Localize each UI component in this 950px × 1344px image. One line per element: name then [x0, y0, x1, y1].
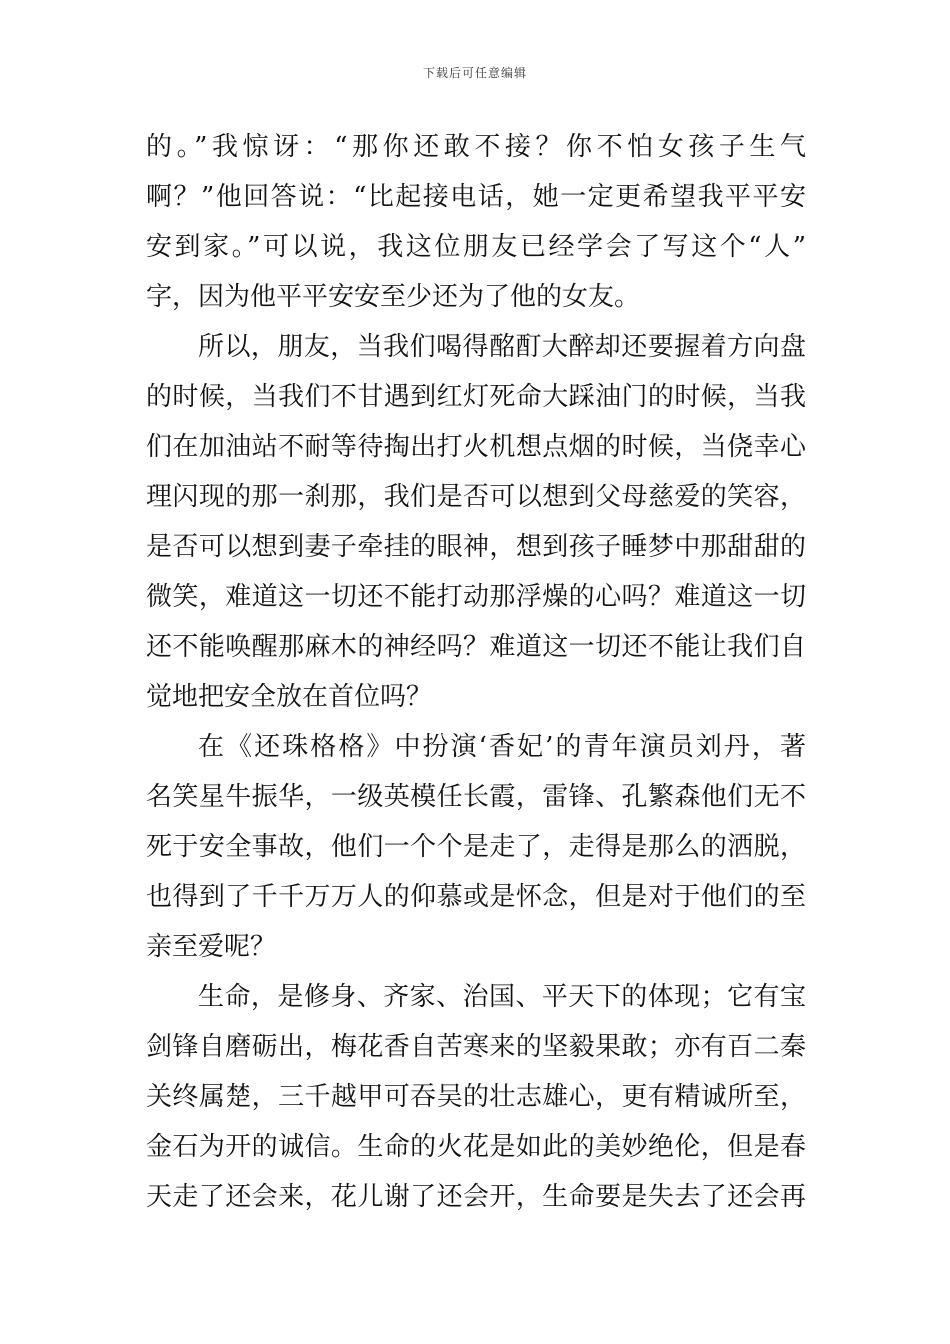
text-line: 也得到了千千万万人的仰慕或是怀念，但是对于他们的至 — [146, 882, 806, 912]
text-line: 们在加油站不耐等待掏出打火机想点烟的时候，当侥幸心 — [146, 432, 806, 462]
text-line: 天走了还会来，花儿谢了还会开，生命要是失去了还会再 — [146, 1182, 806, 1212]
text-line: 的时候，当我们不甘遇到红灯死命大踩油门的时候，当我 — [146, 382, 806, 412]
page-header: 下载后可任意编辑 — [422, 66, 527, 80]
text-line: 啊？”他回答说：“比起接电话，她一定更希望我平平安 — [146, 182, 806, 212]
text-line: 名笑星牛振华，一级英模任长霞，雷锋、孔繁森他们无不 — [146, 782, 806, 812]
text-line: 在《还珠格格》中扮演‘香妃’的青年演员刘丹，著 — [198, 732, 806, 762]
document-body — [146, 122, 806, 1222]
text-line: 还不能唤醒那麻木的神经吗？难道这一切还不能让我们自 — [146, 632, 806, 662]
text-line: 关终属楚，三千越甲可吞吴的壮志雄心，更有精诚所至， — [146, 1082, 806, 1112]
text-line: 是否可以想到妻子牵挂的眼神，想到孩子睡梦中那甜甜的 — [146, 532, 806, 562]
text-line: 金石为开的诚信。生命的火花是如此的美妙绝伦，但是春 — [146, 1132, 806, 1162]
text-line: 觉地把安全放在首位吗？ — [146, 682, 433, 712]
text-line: 安到家。”可以说，我这位朋友已经学会了写这个“人” — [146, 232, 806, 262]
text-line: 字，因为他平平安安至少还为了他的女友。 — [146, 282, 641, 312]
text-line: 生命，是修身、齐家、治国、平天下的体现；它有宝 — [198, 982, 806, 1012]
text-line: 亲至爱呢？ — [146, 932, 277, 962]
text-line: 所以，朋友，当我们喝得酩酊大醉却还要握着方向盘 — [198, 332, 806, 362]
text-line: 死于安全事故，他们一个个是走了，走得是那么的洒脱， — [146, 832, 806, 862]
text-line: 剑锋自磨砺出，梅花香自苦寒来的坚毅果敢；亦有百二秦 — [146, 1032, 806, 1062]
text-line: 理闪现的那一刹那，我们是否可以想到父母慈爱的笑容， — [146, 482, 806, 512]
text-line: 的。”我惊讶：“那你还敢不接？你不怕女孩子生气 — [146, 132, 806, 162]
text-line: 微笑，难道这一切还不能打动那浮燥的心吗？难道这一切 — [146, 582, 806, 612]
